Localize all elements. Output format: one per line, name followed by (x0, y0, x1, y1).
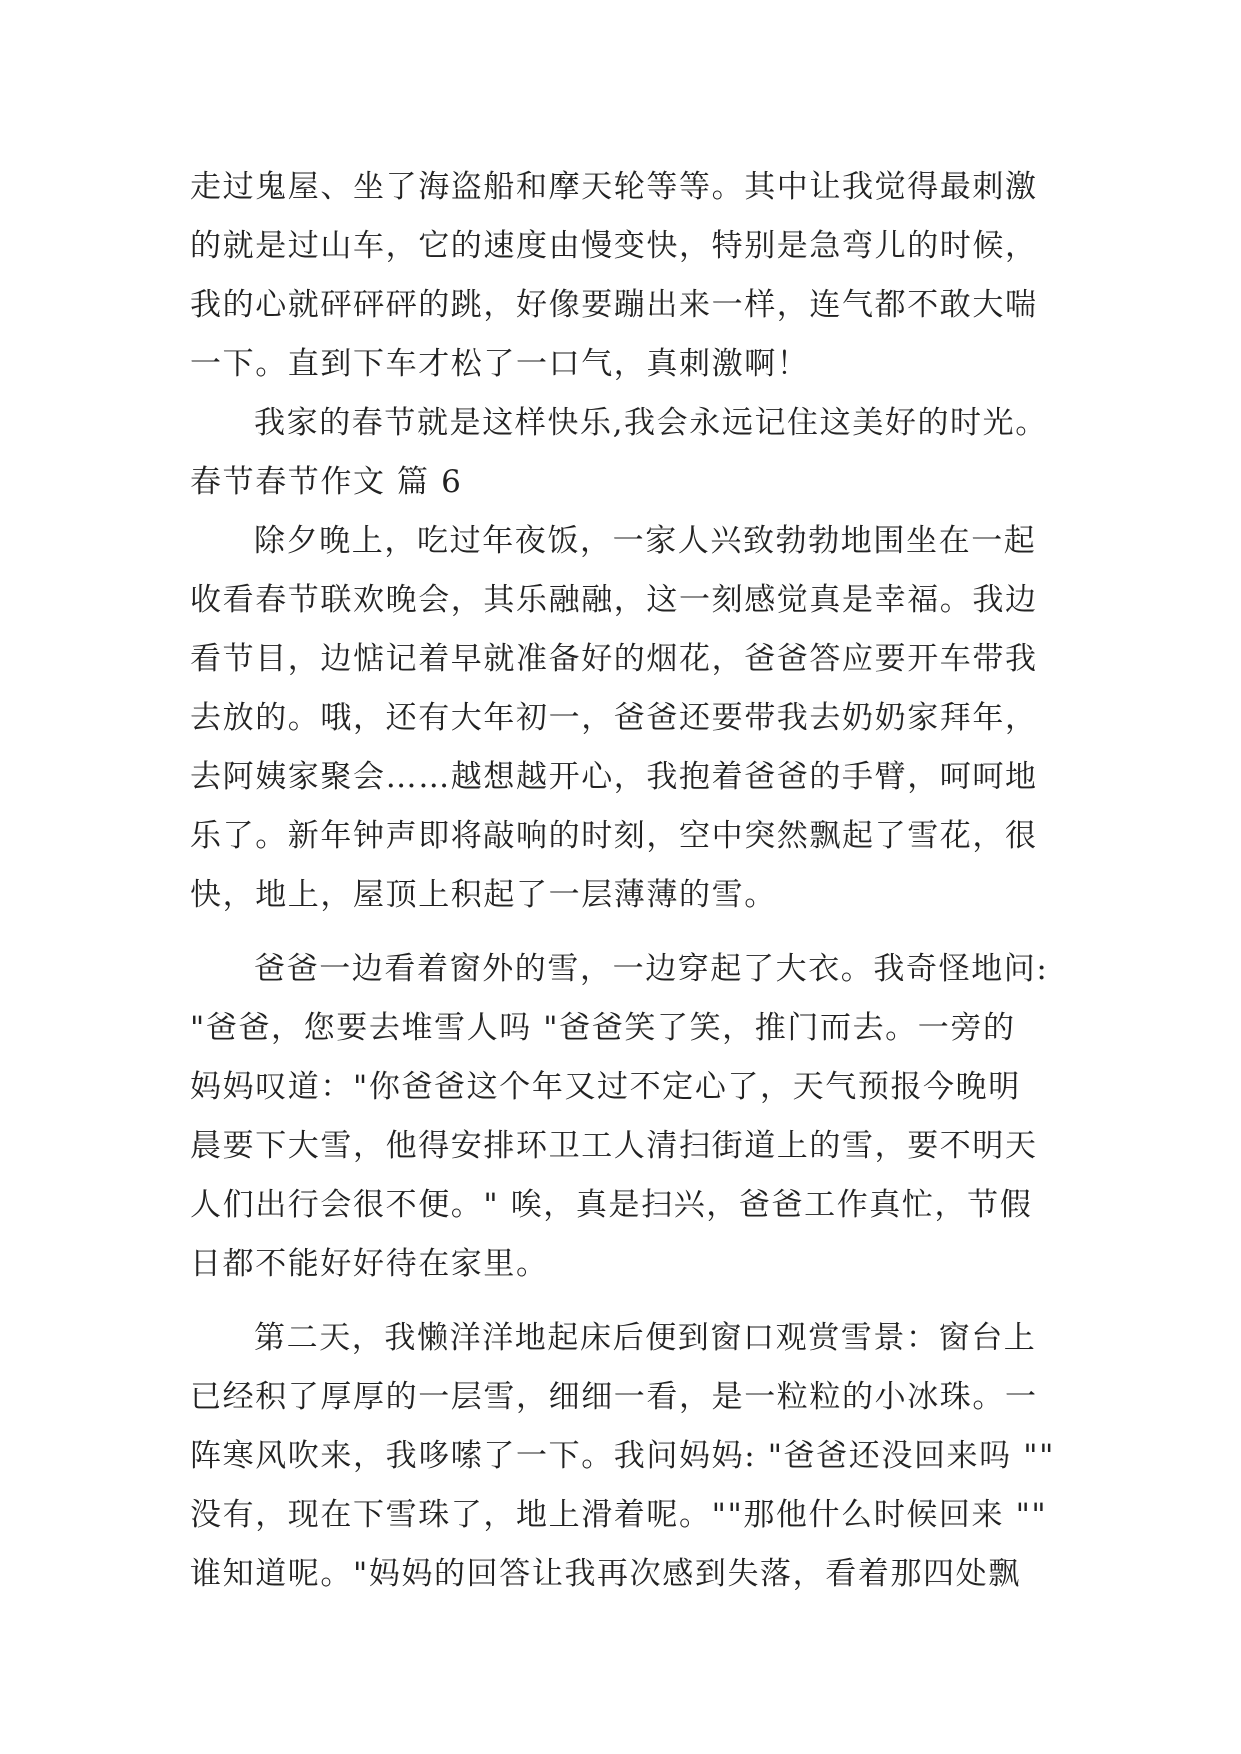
document-body (190, 158, 1055, 1604)
text-line: 日都不能好好待在家里。 (190, 1246, 549, 1282)
text-line: 的就是过山车，它的速度由慢变快，特别是急弯儿的时候， (190, 228, 1038, 264)
text-line: 乐了。新年钟声即将敲响的时刻，空中突然飘起了雪花，很 (190, 818, 1038, 854)
text-line: 第二天，我懒洋洋地起床后便到窗口观赏雪景：窗台上 (254, 1320, 1037, 1356)
text-line: 收看春节联欢晚会，其乐融融，这一刻感觉真是幸福。我边 (190, 582, 1038, 618)
text-line: 已经积了厚厚的一层雪，细细一看，是一粒粒的小冰珠。一 (190, 1379, 1038, 1415)
text-line: 晨要下大雪，他得安排环卫工人清扫街道上的雪，要不明天 (190, 1128, 1038, 1164)
paragraph-closing (190, 394, 1050, 453)
paragraph-3 (190, 1309, 1055, 1604)
text-line: 阵寒风吹来，我哆嗦了一下。我问妈妈: "爸爸还没回来吗 "" (190, 1438, 1055, 1474)
paragraph-spacer (190, 1294, 1050, 1309)
text-line: 快，地上，屋顶上积起了一层薄薄的雪。 (190, 877, 777, 913)
paragraph-continuation (190, 158, 1050, 394)
text-line: 妈妈叹道："你爸爸这个年又过不定心了，天气预报今晚明 (190, 1069, 1021, 1105)
text-line: 除夕晚上，吃过年夜饭，一家人兴致勃勃地围坐在一起 (254, 523, 1037, 559)
text-line: 去阿姨家聚会……越想越开心，我抱着爸爸的手臂，呵呵地 (190, 759, 1038, 795)
text-line: 看节目，边惦记着早就准备好的烟花，爸爸答应要开车带我 (190, 641, 1038, 677)
text-line: 走过鬼屋、坐了海盗船和摩天轮等等。其中让我觉得最刺激 (190, 169, 1038, 205)
paragraph-1 (190, 512, 1050, 925)
text-line: "爸爸，您要去堆雪人吗 "爸爸笑了笑，推门而去。一旁的 (190, 1010, 1016, 1046)
paragraph-2 (190, 940, 1050, 1294)
text-line: 我家的春节就是这样快乐,我会永远记住这美好的时光。 (254, 405, 1048, 441)
text-line: 一下。直到下车才松了一口气，真刺激啊！ (190, 346, 810, 382)
text-line: 爸爸一边看着窗外的雪，一边穿起了大衣。我奇怪地问: (254, 951, 1049, 987)
text-line: 没有，现在下雪珠了，地上滑着呢。""那他什么时候回来 "" (190, 1497, 1048, 1533)
text-line: 谁知道呢。"妈妈的回答让我再次感到失落，看着那四处飘 (190, 1556, 1021, 1592)
text-line: 我的心就砰砰砰的跳，好像要蹦出来一样，连气都不敢大喘 (190, 287, 1038, 323)
section-heading: 春节春节作文 篇 6 (190, 464, 463, 500)
paragraph-spacer (190, 925, 1050, 940)
text-line: 人们出行会很不便。" 唉，真是扫兴，爸爸工作真忙，节假 (190, 1187, 1033, 1223)
text-line: 去放的。哦，还有大年初一，爸爸还要带我去奶奶家拜年， (190, 700, 1038, 736)
